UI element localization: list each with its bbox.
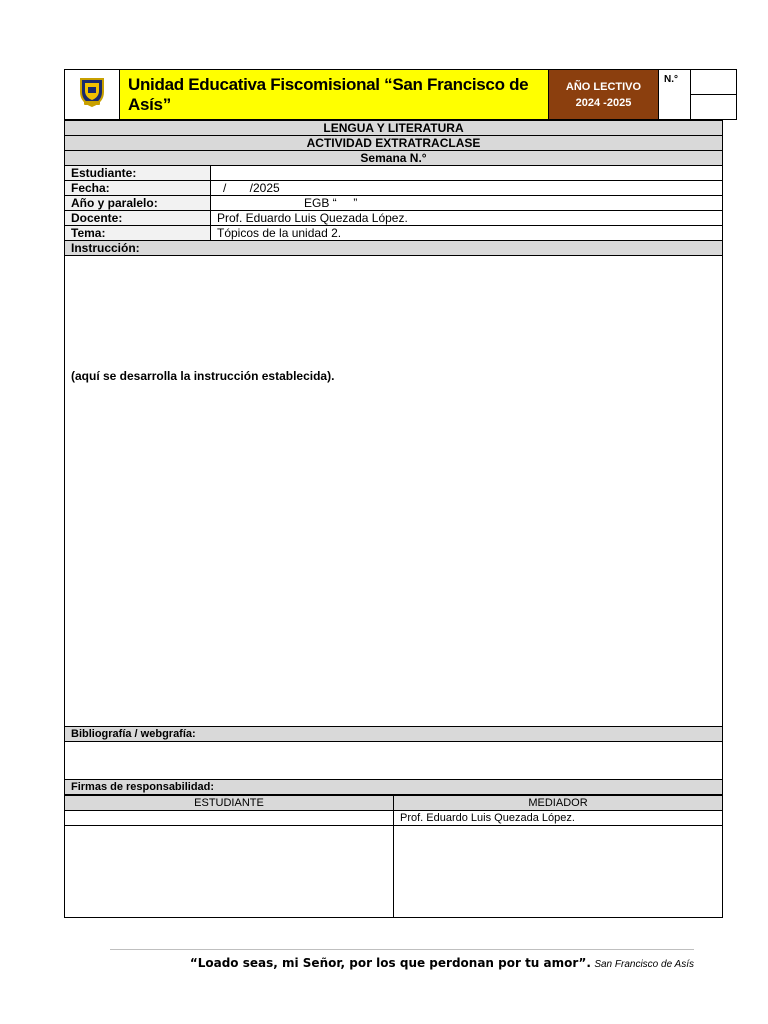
topic-row [65, 226, 723, 241]
mediator-signature-header: MEDIADOR [394, 796, 723, 811]
number-label: N.° [659, 70, 691, 120]
mediator-name: Prof. Eduardo Luis Quezada López. [394, 811, 723, 826]
student-row [65, 166, 723, 181]
grade-row [65, 196, 723, 211]
subject-title: LENGUA Y LITERATURA [65, 121, 723, 136]
date-label: Fecha: [65, 181, 211, 196]
footer-quote: “Loado seas, mi Señor, por los que perdonan por tu amor”. [189, 956, 591, 970]
signature-table [64, 795, 723, 918]
topic-field[interactable]: Tópicos de la unidad 2. [211, 226, 723, 241]
school-name: Unidad Educativa Fiscomisional “San Francisco de Asís” [120, 70, 549, 120]
student-field[interactable] [211, 166, 723, 181]
form-table [64, 120, 723, 795]
bibliography-field[interactable] [65, 742, 723, 780]
teacher-field[interactable]: Prof. Eduardo Luis Quezada López. [211, 211, 723, 226]
instruction-label: Instrucción: [65, 241, 723, 256]
date-value: / /2025 [223, 181, 280, 195]
student-signature-box[interactable] [65, 826, 394, 918]
date-field[interactable] [211, 181, 723, 196]
number-box-top[interactable] [691, 70, 737, 95]
bibliography-label: Bibliografía / webgrafía: [65, 727, 723, 742]
student-name-cell[interactable] [65, 811, 394, 826]
activity-title: ACTIVIDAD EXTRATRACLASE [65, 136, 723, 151]
student-label: Estudiante: [65, 166, 211, 181]
grade-label: Año y paralelo: [65, 196, 211, 211]
footer-divider [110, 949, 694, 950]
instruction-body[interactable]: (aquí se desarrolla la instrucción establecida). [65, 256, 723, 727]
teacher-label: Docente: [65, 211, 211, 226]
grade-field[interactable] [211, 196, 723, 211]
grade-value: EGB “ ” [304, 196, 358, 210]
mediator-signature-box[interactable] [394, 826, 723, 918]
year-label: AÑO LECTIVO [565, 80, 642, 93]
school-crest-icon [78, 76, 106, 108]
signatures-label: Firmas de responsabilidad: [65, 780, 723, 795]
week-title: Semana N.° [65, 151, 723, 166]
activity-sheet [64, 69, 722, 918]
date-row [65, 181, 723, 196]
year-value: 2024 -2025 [575, 96, 632, 109]
number-box-bottom[interactable] [691, 95, 737, 120]
header-table [64, 69, 737, 120]
school-year-badge [549, 70, 659, 120]
footer-author: San Francisco de Asís [594, 959, 694, 970]
teacher-row [65, 211, 723, 226]
footer-quote-block [190, 956, 694, 970]
topic-label: Tema: [65, 226, 211, 241]
logo-cell [65, 70, 120, 120]
student-signature-header: ESTUDIANTE [65, 796, 394, 811]
